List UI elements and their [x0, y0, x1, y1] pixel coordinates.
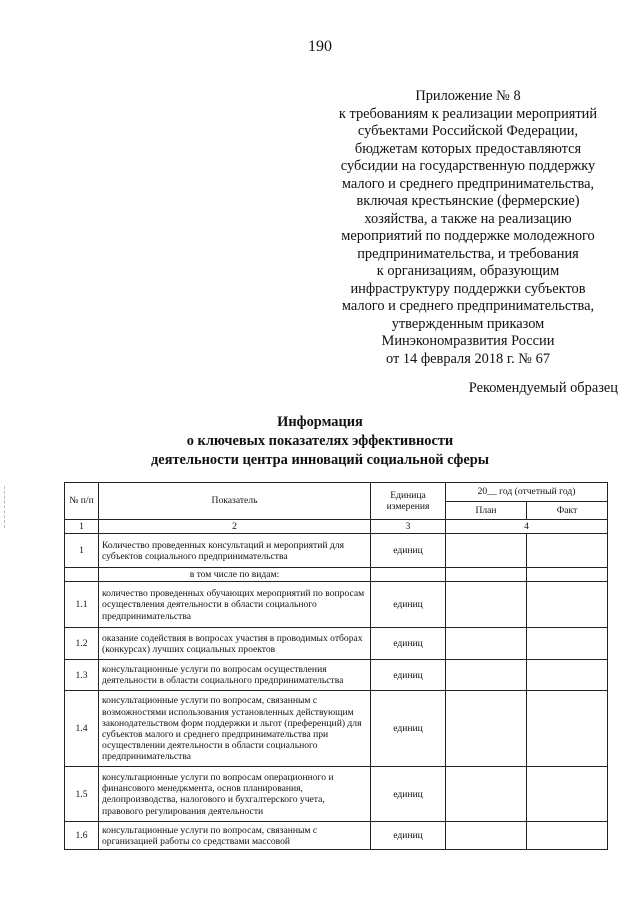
- header-indicator: Показатель: [99, 483, 371, 520]
- row-unit: единиц: [371, 582, 446, 628]
- row-indicator: консультационные услуги по вопросам осуществления деятельности в области социального предпринимательства: [99, 660, 371, 691]
- row-num: 1.4: [65, 691, 99, 767]
- document-title: [0, 413, 640, 470]
- row-unit: единиц: [371, 822, 446, 850]
- table-header-row: [65, 483, 608, 502]
- table-row: [65, 767, 608, 822]
- row-fact: [527, 691, 608, 767]
- appendix-line: к требованиям к реализации мероприятий: [338, 105, 598, 122]
- appendix-line: малого и среднего предпринимательства,: [341, 175, 595, 192]
- row-indicator: консультационные услуги по вопросам операционного и финансового менеджмента, основ планирования, делопроизводства, налогового и бухгалтерского учета, правового регулирования деятельности: [99, 767, 371, 822]
- appendix-line: субъектами Российской Федерации,: [357, 123, 579, 139]
- margin-mark: [4, 486, 11, 528]
- appendix-line: от 14 февраля 2018 г. № 67: [385, 350, 551, 367]
- column-number: 2: [99, 520, 371, 534]
- row-num: 1.2: [65, 628, 99, 660]
- header-fact: Факт: [527, 501, 608, 520]
- row-plan: [446, 767, 527, 822]
- row-unit: единиц: [371, 691, 446, 767]
- table-row: [65, 628, 608, 660]
- appendix-line: включая крестьянские (фермерские): [356, 193, 580, 209]
- appendix-line: Минэкономразвития России: [381, 333, 555, 349]
- row-plan: [446, 660, 527, 691]
- header-year: 20__ год (отчетный год): [446, 483, 608, 502]
- row-num: 1: [65, 534, 99, 568]
- row-indicator: количество проведенных обучающих мероприятий по вопросам осуществления деятельности в области социального предпринимательства: [99, 582, 371, 628]
- table-row: [65, 534, 608, 568]
- table-row: [65, 582, 608, 628]
- row-plan: [446, 691, 527, 767]
- row-num: 1.3: [65, 660, 99, 691]
- appendix-line: бюджетам которых предоставляются: [354, 140, 582, 157]
- row-unit: единиц: [371, 534, 446, 568]
- appendix-line: субсидии на государственную поддержку: [340, 158, 596, 174]
- row-num: 1.6: [65, 822, 99, 850]
- column-number: 1: [65, 520, 99, 534]
- row-unit: единиц: [371, 660, 446, 691]
- title-line: о ключевых показателях эффективности: [186, 433, 454, 449]
- column-number: 3: [371, 520, 446, 534]
- column-number: 4: [446, 520, 608, 534]
- appendix-line: малого и среднего предпринимательства,: [341, 298, 595, 314]
- sample-label: Рекомендуемый образец: [468, 380, 618, 396]
- table-row: [65, 660, 608, 691]
- header-num: № п/п: [65, 483, 99, 520]
- appendix-line: предпринимательства, и требования: [357, 245, 579, 262]
- table-row: [65, 691, 608, 767]
- row-indicator: Количество проведенных консультаций и мероприятий для субъектов социального предпринимательства: [99, 534, 371, 568]
- appendix-line: инфраструктуру поддержки субъектов: [350, 280, 586, 297]
- appendix-line: мероприятий по поддержке молодежного: [341, 228, 595, 244]
- row-unit: единиц: [371, 767, 446, 822]
- column-number-row: [65, 520, 608, 534]
- row-plan: [446, 628, 527, 660]
- table-subheader-row: [65, 568, 608, 582]
- row-plan: [446, 582, 527, 628]
- row-indicator: консультационные услуги по вопросам, связанным с возможностями использования установленных действующим законодательством форм поддержки и льгот (преференций) для субъектов малого и среднего предпринимательства при осуществлении деятельности в области социального предпринимательства: [99, 691, 371, 767]
- row-num: 1.1: [65, 582, 99, 628]
- row-fact: [527, 628, 608, 660]
- row-unit: единиц: [371, 628, 446, 660]
- indicators-table: [64, 482, 608, 850]
- row-unit: [371, 568, 446, 582]
- row-num: [65, 568, 99, 582]
- title-line: деятельности центра инноваций социальной сферы: [151, 452, 489, 468]
- row-subheader: в том числе по видам:: [99, 568, 371, 582]
- row-fact: [527, 534, 608, 568]
- row-indicator: консультационные услуги по вопросам, связанным с организацией работы со средствами массовой: [99, 822, 371, 850]
- row-plan: [446, 568, 527, 582]
- row-plan: [446, 822, 527, 850]
- row-num: 1.5: [65, 767, 99, 822]
- row-fact: [527, 660, 608, 691]
- header-plan: План: [446, 501, 527, 520]
- row-plan: [446, 534, 527, 568]
- appendix-line: к организациям, образующим: [376, 263, 560, 279]
- appendix-line: хозяйства, а также на реализацию: [364, 210, 572, 227]
- page-number: 190: [308, 38, 332, 55]
- row-fact: [527, 767, 608, 822]
- row-fact: [527, 568, 608, 582]
- row-fact: [527, 582, 608, 628]
- appendix-line: утвержденным приказом: [391, 315, 545, 332]
- title-line: Информация: [277, 414, 363, 430]
- row-fact: [527, 822, 608, 850]
- appendix-block: [318, 88, 618, 368]
- header-unit: Единица измерения: [371, 483, 446, 520]
- appendix-line: Приложение № 8: [415, 88, 521, 104]
- row-indicator: оказание содействия в вопросах участия в проводимых отборах (конкурсах) лучших социальных проектов: [99, 628, 371, 660]
- table-row: [65, 822, 608, 850]
